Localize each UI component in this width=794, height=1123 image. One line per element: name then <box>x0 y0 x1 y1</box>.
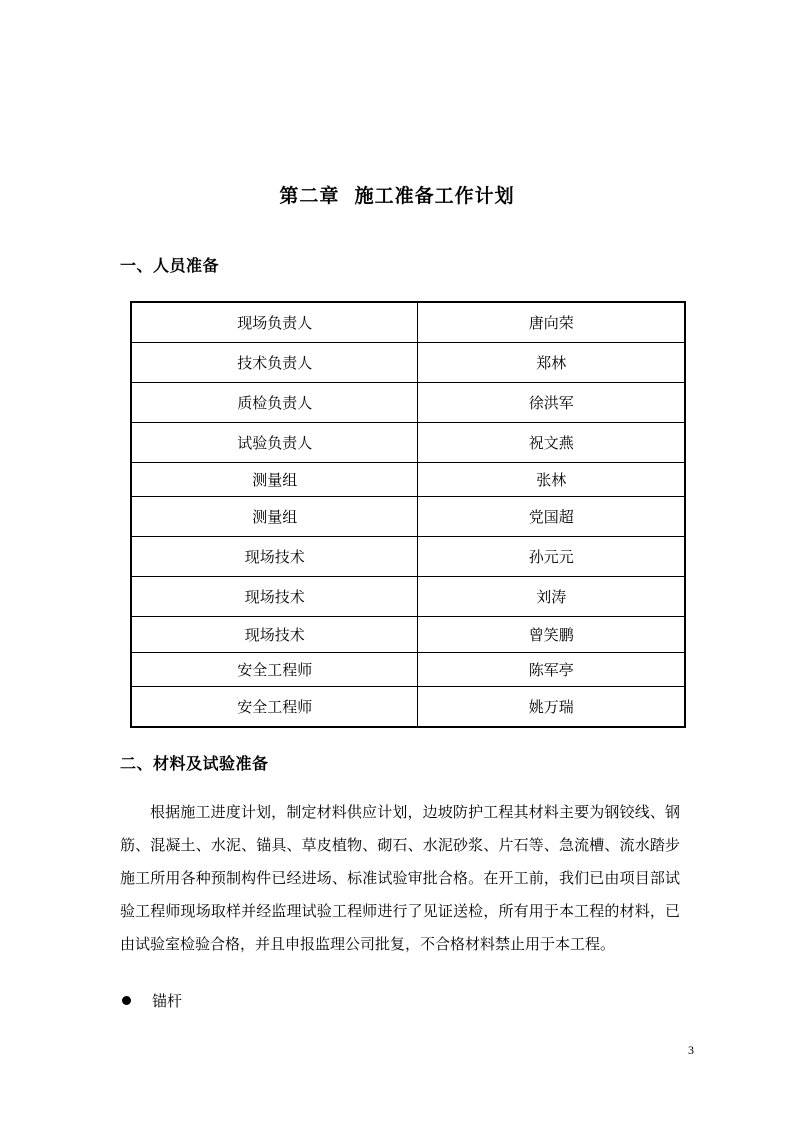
table-row <box>131 343 685 383</box>
role-cell: 现场技术 <box>131 617 418 653</box>
table-row <box>131 617 685 653</box>
bullet-item <box>120 988 182 1012</box>
table-row <box>131 302 685 343</box>
bullet-dot-icon <box>122 996 131 1005</box>
table-row <box>131 423 685 463</box>
page-number: 3 <box>688 1043 694 1057</box>
name-cell: 党国超 <box>418 497 685 537</box>
name-cell: 曾笑鹏 <box>418 617 685 653</box>
table-row <box>131 687 685 728</box>
role-cell: 质检负责人 <box>131 383 418 423</box>
name-cell: 姚万瑞 <box>418 687 685 728</box>
table-row <box>131 497 685 537</box>
table-row <box>131 463 685 497</box>
name-cell: 张林 <box>418 463 685 497</box>
table-row <box>131 653 685 687</box>
name-cell: 唐向荣 <box>418 302 685 343</box>
role-cell: 现场负责人 <box>131 302 418 343</box>
table-row <box>131 577 685 617</box>
table-row <box>131 537 685 577</box>
role-cell: 现场技术 <box>131 537 418 577</box>
role-cell: 安全工程师 <box>131 687 418 728</box>
role-cell: 技术负责人 <box>131 343 418 383</box>
name-cell: 刘涛 <box>418 577 685 617</box>
section-heading-personnel: 一、人员准备 <box>120 256 220 275</box>
table-row <box>131 383 685 423</box>
chapter-title: 第二章 施工准备工作计划 <box>279 185 515 207</box>
role-cell: 测量组 <box>131 463 418 497</box>
personnel-table <box>130 301 686 728</box>
name-cell: 祝文燕 <box>418 423 685 463</box>
name-cell: 孙元元 <box>418 537 685 577</box>
role-cell: 现场技术 <box>131 577 418 617</box>
role-cell: 安全工程师 <box>131 653 418 687</box>
name-cell: 郑林 <box>418 343 685 383</box>
materials-paragraph: 根据施工进度计划，制定材料供应计划，边坡防护工程其材料主要为钢铰线、钢筋、混凝土、水泥、锚具、草皮植物、砌石、水泥砂浆、片石等、急流槽、流水踏步施工所用各种预制构件已经进场、标准试验审批合格。在开工前，我们已由项目部试验工程师现场取样并经监理试验工程师进行了见证送检，所有用于本工程的材料，已由试验室检验合格，并且申报监理公司批复，不合格材料禁止用于本工程。 <box>120 803 680 953</box>
role-cell: 测量组 <box>131 497 418 537</box>
name-cell: 陈军亭 <box>418 653 685 687</box>
bullet-label: 锚杆 <box>152 991 183 1010</box>
section-heading-materials: 二、材料及试验准备 <box>120 754 269 773</box>
role-cell: 试验负责人 <box>131 423 418 463</box>
name-cell: 徐洪军 <box>418 383 685 423</box>
